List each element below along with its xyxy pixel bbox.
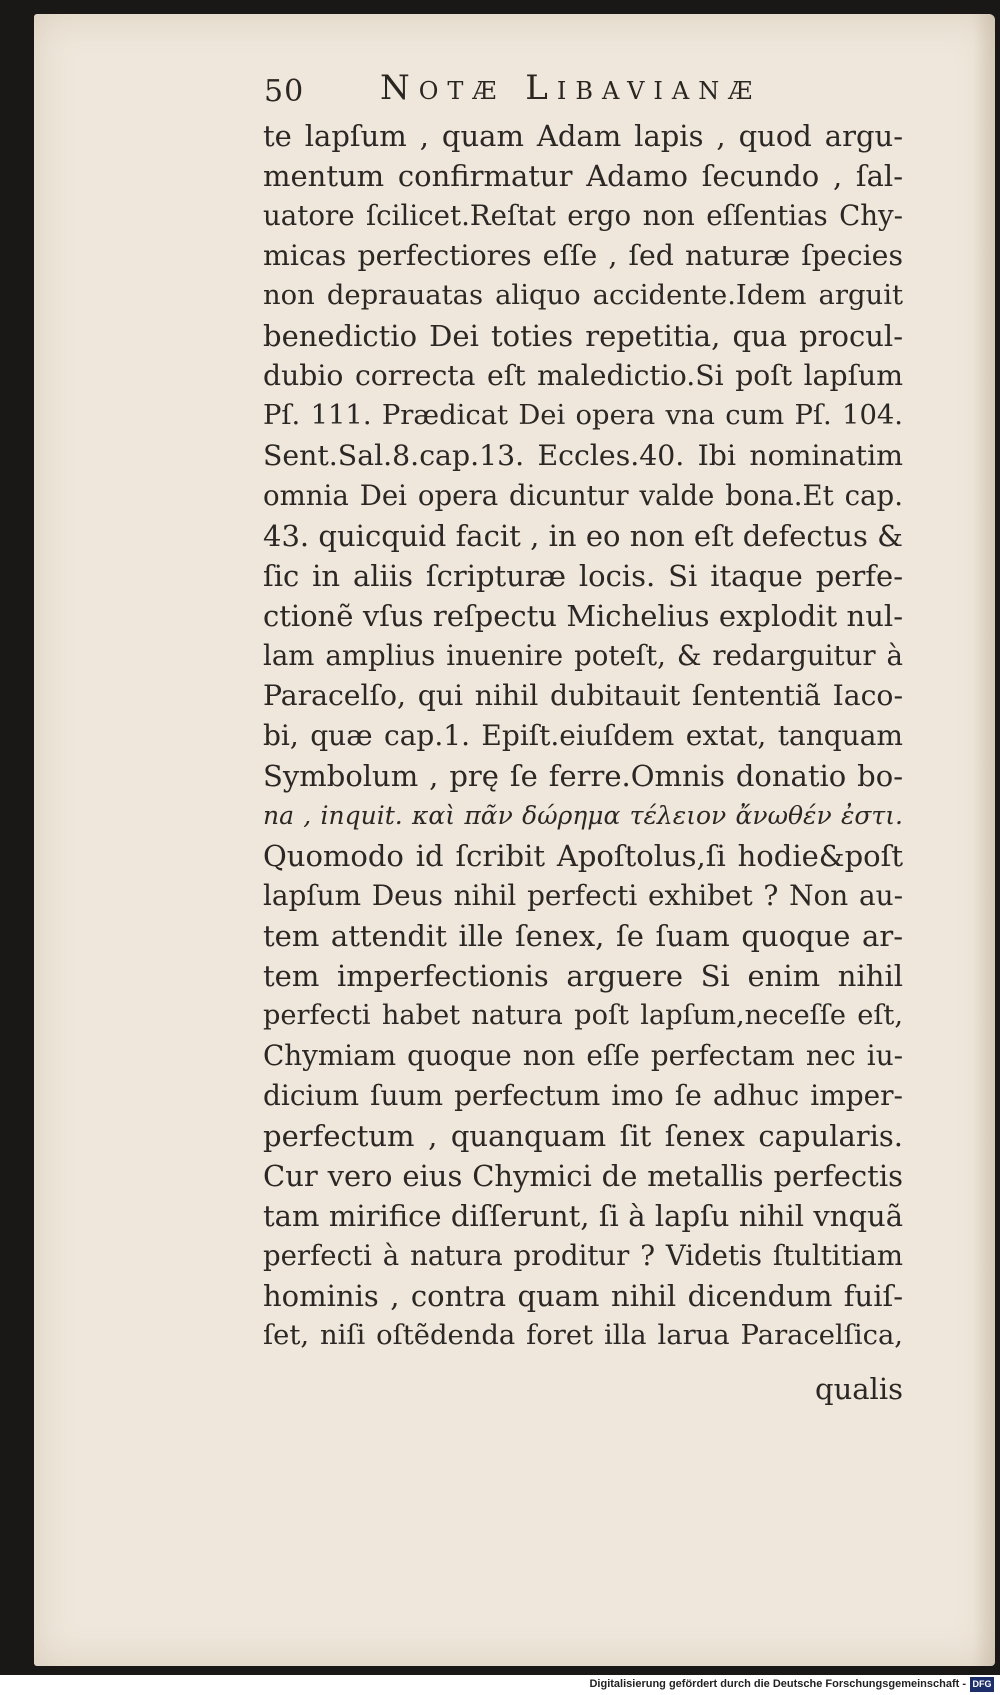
text-line: na , inquit. καὶ πᾶν δώρημα τέλειον ἄνωθέν ἐστι.	[263, 801, 903, 830]
footer-strip	[0, 1675, 1000, 1695]
text-line: 43. quicquid facit , in eo non eſt defectus &	[263, 519, 903, 553]
catchword: qualis	[815, 1372, 903, 1406]
text-line: tem attendit ille ſenex, ſe ſuam quoque ar-	[263, 919, 903, 953]
text-line: Sent.Sal.8.cap.13. Eccles.40. Ibi nominatim	[263, 439, 903, 472]
page-number: 50	[264, 74, 305, 109]
text-line: Symbolum , prę ſe ferre.Omnis donatio bo-	[263, 759, 903, 793]
text-line: tam mirifice diſſerunt, ſi à lapſu nihil vnquã	[263, 1199, 903, 1233]
text-line: tem imperfectionis arguere Si enim nihil	[263, 959, 903, 993]
text-line: bi, quæ cap.1. Epiſt.eiuſdem extat, tanquam	[263, 719, 903, 752]
text-line: ſet, niſi oſtẽdenda foret illa larua Paracelſica,	[263, 1320, 903, 1351]
text-line: Paracelſo, qui nihil dubitauit ſententiã Iaco-	[263, 679, 903, 712]
text-line: uatore ſcilicet.Reſtat ergo non eſſentias Chy-	[263, 199, 903, 232]
text-line: dicium ſuum perfectum imo ſe adhuc imper-	[263, 1079, 903, 1112]
digitization-credit: Digitalisierung gefördert durch die Deutsche Forschungsgemeinschaft -	[589, 1678, 966, 1690]
text-line: perfecti à natura proditur ? Videtis ſtultitiam	[263, 1240, 903, 1272]
running-title: Notæ Libavianæ	[380, 68, 762, 108]
text-line: ſic in aliis ſcripturæ locis. Si itaque perfe-	[263, 559, 903, 593]
text-line: Cur vero eius Chymici de metallis perfectis	[263, 1159, 903, 1193]
text-line: lapſum Deus nihil perfecti exhibet ? Non au-	[263, 879, 903, 912]
text-line: dubio correcta eſt maledictio.Si poſt lapſum	[263, 359, 903, 392]
text-line: perfecti habet natura poſt lapſum,neceſſe eſt,	[263, 1000, 903, 1031]
text-line: non deprauatas aliquo accidente.Idem arguit	[263, 280, 903, 311]
text-line: ctionẽ vſus reſpectu Michelius explodit nul-	[263, 599, 903, 633]
text-line: Chymiam quoque non eſſe perfectam nec iu-	[263, 1039, 903, 1072]
text-line: mentum confirmatur Adamo ſecundo , ſal-	[263, 159, 903, 193]
page-edge-shadow	[973, 14, 995, 1666]
text-line: lam amplius inuenire poteſt, & redarguitur à	[263, 639, 903, 672]
body-text	[263, 116, 903, 1356]
text-line: perfectum , quanquam ſit ſenex capularis.	[263, 1119, 903, 1153]
running-head	[252, 60, 892, 114]
text-line: Pſ. 111. Prædicat Dei opera vna cum Pſ. 104.	[263, 400, 903, 431]
dfg-logo: DFG	[970, 1677, 994, 1692]
text-line: omnia Dei opera dicuntur valde bona.Et cap.	[263, 479, 903, 512]
text-line: te lapſum , quam Adam lapis , quod argu-	[263, 119, 903, 153]
text-line: hominis , contra quam nihil dicendum fuiſ-	[263, 1279, 903, 1313]
text-line: micas perfectiores eſſe , ſed naturæ ſpecies	[263, 239, 903, 272]
text-line: benedictio Dei toties repetitia, qua procul-	[263, 319, 903, 353]
text-line: Quomodo id ſcribit Apoſtolus,ſi hodie&poſt	[263, 839, 903, 873]
